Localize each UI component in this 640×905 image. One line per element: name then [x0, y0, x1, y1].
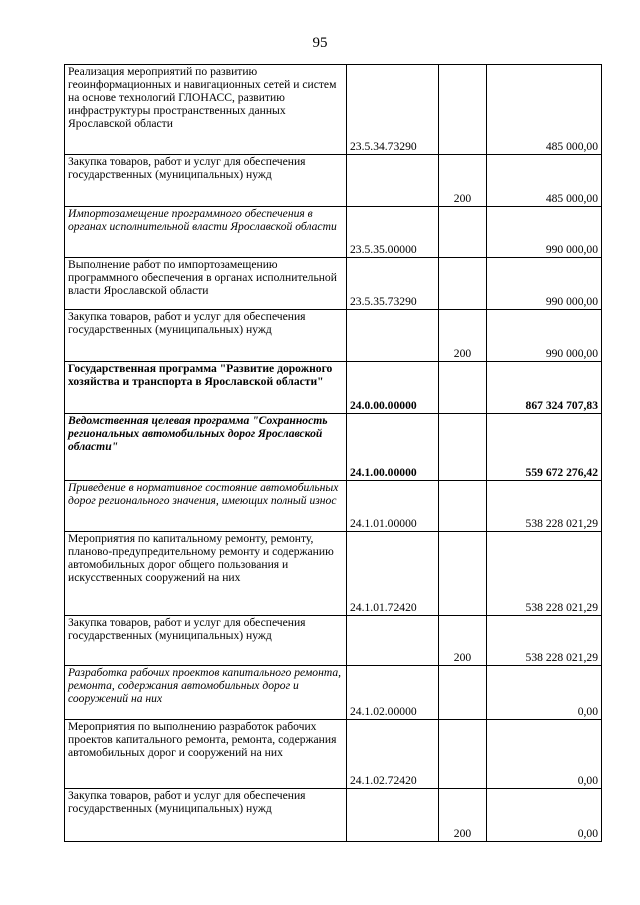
row-name: Разработка рабочих проектов капитального ремонта, ремонта, содержания автомобильных дорог и сооружений на них — [65, 666, 347, 720]
row-expense-type: 200 — [439, 789, 487, 842]
table-row — [65, 414, 602, 481]
budget-table — [64, 64, 602, 842]
row-expense-type — [439, 414, 487, 481]
row-expense-type — [439, 207, 487, 258]
row-sum: 559 672 276,42 — [487, 414, 602, 481]
row-expense-type — [439, 720, 487, 789]
table-row — [65, 532, 602, 616]
row-expense-type — [439, 362, 487, 414]
row-name: Мероприятия по капитальному ремонту, ремонту, планово-предупредительному ремонту и содержанию автомобильных дорог общего пользования и искусственных сооружений на них — [65, 532, 347, 616]
row-name: Закупка товаров, работ и услуг для обеспечения государственных (муниципальных) нужд — [65, 155, 347, 207]
row-code: 23.5.35.73290 — [347, 258, 439, 310]
row-code — [347, 789, 439, 842]
row-expense-type: 200 — [439, 155, 487, 207]
row-sum: 538 228 021,29 — [487, 481, 602, 532]
table-row — [65, 207, 602, 258]
page-number: 95 — [312, 35, 328, 51]
row-code: 23.5.34.73290 — [347, 65, 439, 155]
row-code: 24.1.02.72420 — [347, 720, 439, 789]
row-name: Государственная программа "Развитие дорожного хозяйства и транспорта в Ярославской области" — [65, 362, 347, 414]
row-expense-type — [439, 258, 487, 310]
row-code: 24.1.02.00000 — [347, 666, 439, 720]
table-row — [65, 258, 602, 310]
row-code: 24.1.00.00000 — [347, 414, 439, 481]
row-name: Выполнение работ по импортозамещению программного обеспечения в органах исполнительной власти Ярославской области — [65, 258, 347, 310]
row-expense-type — [439, 532, 487, 616]
row-sum: 0,00 — [487, 666, 602, 720]
row-name: Реализация мероприятий по развитию геоинформационных и навигационных сетей и систем на основе технологий ГЛОНАСС, развитию инфраструктуры пространственных данных Ярославской области — [65, 65, 347, 155]
row-sum: 990 000,00 — [487, 258, 602, 310]
row-sum: 485 000,00 — [487, 155, 602, 207]
row-sum: 538 228 021,29 — [487, 532, 602, 616]
row-name: Ведомственная целевая программа "Сохранность региональных автомобильных дорог Ярославской области" — [65, 414, 347, 481]
table-row — [65, 666, 602, 720]
row-sum: 0,00 — [487, 789, 602, 842]
row-sum: 0,00 — [487, 720, 602, 789]
table-row — [65, 362, 602, 414]
row-code — [347, 310, 439, 362]
row-code: 24.1.01.00000 — [347, 481, 439, 532]
row-name: Закупка товаров, работ и услуг для обеспечения государственных (муниципальных) нужд — [65, 310, 347, 362]
table-row — [65, 310, 602, 362]
row-code: 23.5.35.00000 — [347, 207, 439, 258]
table-row — [65, 616, 602, 666]
row-sum: 485 000,00 — [487, 65, 602, 155]
row-name: Приведение в нормативное состояние автомобильных дорог регионального значения, имеющих полный износ — [65, 481, 347, 532]
table-row — [65, 481, 602, 532]
row-expense-type: 200 — [439, 616, 487, 666]
row-expense-type — [439, 65, 487, 155]
row-sum: 867 324 707,83 — [487, 362, 602, 414]
row-expense-type: 200 — [439, 310, 487, 362]
row-name: Закупка товаров, работ и услуг для обеспечения государственных (муниципальных) нужд — [65, 616, 347, 666]
row-name: Импортозамещение программного обеспечения в органах исполнительной власти Ярославской области — [65, 207, 347, 258]
row-expense-type — [439, 481, 487, 532]
row-sum: 990 000,00 — [487, 310, 602, 362]
row-name: Мероприятия по выполнению разработок рабочих проектов капитального ремонта, ремонта, содержания автомобильных дорог и сооружений на них — [65, 720, 347, 789]
row-name: Закупка товаров, работ и услуг для обеспечения государственных (муниципальных) нужд — [65, 789, 347, 842]
table-row — [65, 155, 602, 207]
table-row — [65, 720, 602, 789]
row-code: 24.0.00.00000 — [347, 362, 439, 414]
row-expense-type — [439, 666, 487, 720]
table-row — [65, 789, 602, 842]
row-code — [347, 155, 439, 207]
row-code — [347, 616, 439, 666]
table-row — [65, 65, 602, 155]
row-sum: 990 000,00 — [487, 207, 602, 258]
row-sum: 538 228 021,29 — [487, 616, 602, 666]
row-code: 24.1.01.72420 — [347, 532, 439, 616]
